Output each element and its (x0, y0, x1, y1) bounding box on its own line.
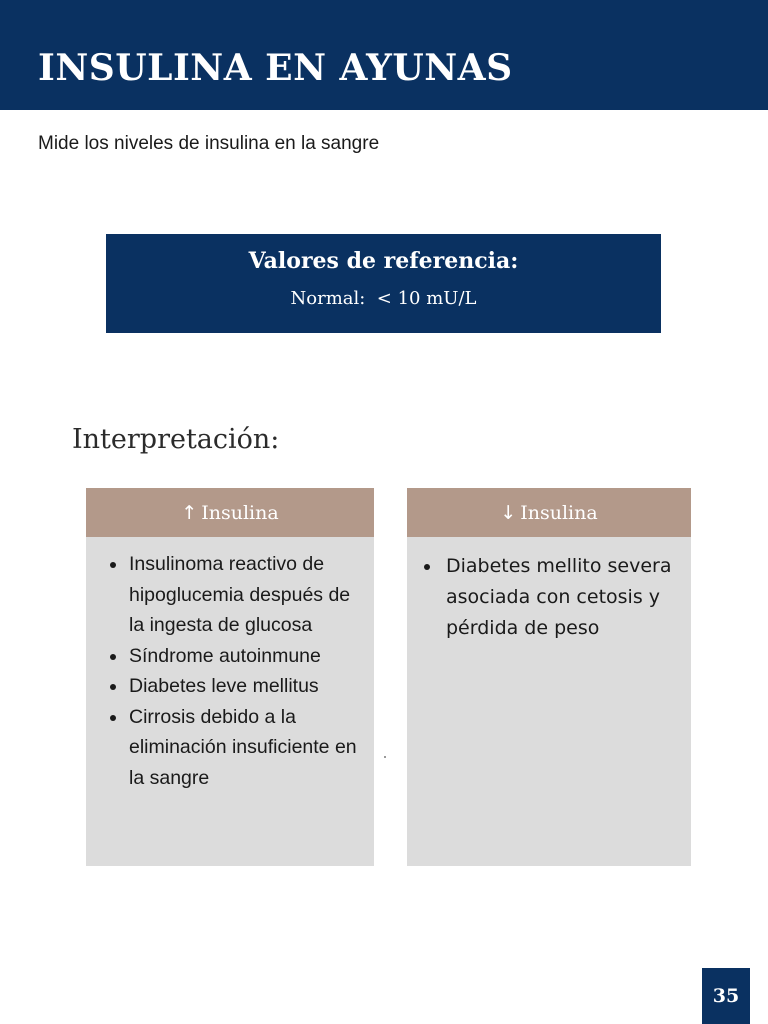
list-item: Insulinoma reactivo de hipoglucemia después de la ingesta de glucosa (86, 549, 368, 641)
list-item: Diabetes leve mellitus (86, 671, 368, 702)
list-item: Diabetes mellito severa asociada con cetosis y pérdida de peso (407, 551, 687, 644)
list-item: Síndrome autoinmune (86, 641, 368, 672)
low-insulin-label: Insulina (520, 501, 598, 524)
arrow-up-icon: ↑ (181, 501, 198, 524)
stray-dot (384, 756, 386, 758)
description-text: Mide los niveles de insulina en la sangre (38, 133, 380, 154)
high-insulin-header (86, 488, 374, 537)
reference-value: Normal: < 10 mU/L (290, 288, 477, 309)
page-number: 35 (702, 968, 750, 1024)
low-insulin-card (407, 488, 691, 866)
page-title: INSULINA EN AYUNAS (38, 47, 513, 89)
reference-values-box (106, 234, 661, 333)
high-insulin-list (86, 537, 374, 793)
arrow-down-icon: ↓ (500, 501, 517, 524)
list-item: Cirrosis debido a la eliminación insuficiente en la sangre (86, 702, 368, 794)
high-insulin-label: Insulina (201, 501, 279, 524)
low-insulin-header (407, 488, 691, 537)
low-insulin-list (407, 537, 691, 644)
interpretation-title: Interpretación: (72, 424, 280, 455)
high-insulin-card (86, 488, 374, 866)
reference-title: Valores de referencia: (248, 248, 519, 274)
